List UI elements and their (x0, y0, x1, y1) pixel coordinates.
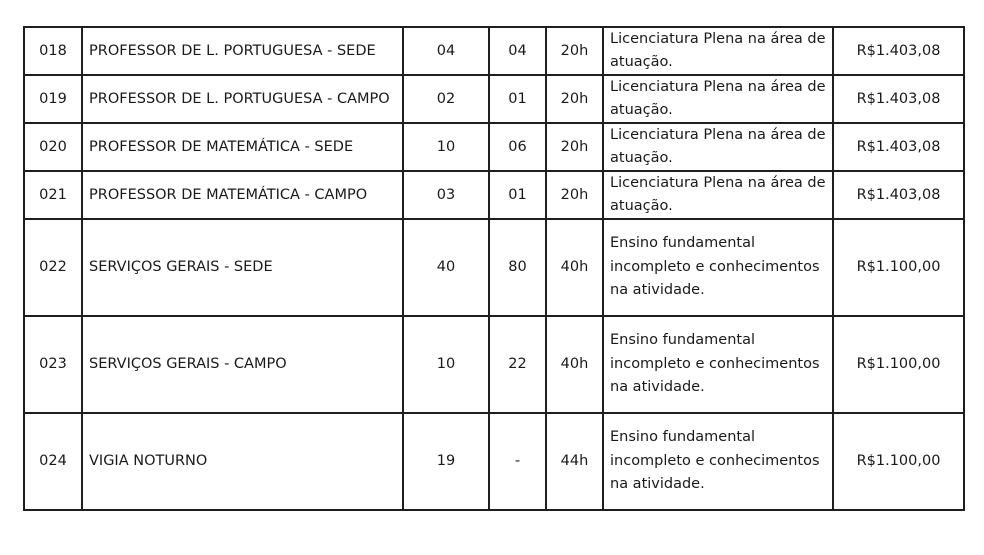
table-row (24, 27, 964, 75)
salary: R$1.403,08 (833, 75, 964, 123)
requirement: Licenciatura Plena na área de atuação. (603, 75, 833, 123)
position-title: PROFESSOR DE L. PORTUGUESA - CAMPO (82, 75, 403, 123)
vacancies-total: 40 (403, 219, 489, 316)
weekly-hours: 20h (546, 27, 603, 75)
vacancies-total: 02 (403, 75, 489, 123)
weekly-hours: 20h (546, 171, 603, 219)
position-title: PROFESSOR DE L. PORTUGUESA - SEDE (82, 27, 403, 75)
position-title: SERVIÇOS GERAIS - SEDE (82, 219, 403, 316)
position-code: 021 (24, 171, 82, 219)
weekly-hours: 44h (546, 413, 603, 510)
vacancies-secondary: 01 (489, 171, 546, 219)
table-row (24, 123, 964, 171)
weekly-hours: 40h (546, 316, 603, 413)
position-title: SERVIÇOS GERAIS - CAMPO (82, 316, 403, 413)
salary: R$1.403,08 (833, 171, 964, 219)
vacancies-total: 10 (403, 316, 489, 413)
salary: R$1.100,00 (833, 219, 964, 316)
requirement: Licenciatura Plena na área de atuação. (603, 27, 833, 75)
vacancies-total: 19 (403, 413, 489, 510)
position-code: 018 (24, 27, 82, 75)
vacancies-secondary: 80 (489, 219, 546, 316)
position-code: 019 (24, 75, 82, 123)
requirement: Licenciatura Plena na área de atuação. (603, 123, 833, 171)
salary: R$1.100,00 (833, 413, 964, 510)
weekly-hours: 20h (546, 75, 603, 123)
requirement: Licenciatura Plena na área de atuação. (603, 171, 833, 219)
position-code: 023 (24, 316, 82, 413)
vacancies-total: 10 (403, 123, 489, 171)
requirement: Ensino fundamental incompleto e conhecimentos na atividade. (603, 413, 833, 510)
position-title: VIGIA NOTURNO (82, 413, 403, 510)
weekly-hours: 40h (546, 219, 603, 316)
requirement: Ensino fundamental incompleto e conhecimentos na atividade. (603, 316, 833, 413)
vacancies-total: 03 (403, 171, 489, 219)
table-row (24, 413, 964, 510)
job-vacancy-table-container (23, 26, 963, 511)
vacancies-secondary: 04 (489, 27, 546, 75)
vacancies-secondary: - (489, 413, 546, 510)
weekly-hours: 20h (546, 123, 603, 171)
position-code: 022 (24, 219, 82, 316)
vacancies-secondary: 06 (489, 123, 546, 171)
table-row (24, 171, 964, 219)
vacancies-secondary: 01 (489, 75, 546, 123)
position-title: PROFESSOR DE MATEMÁTICA - CAMPO (82, 171, 403, 219)
table-row (24, 316, 964, 413)
table-row (24, 219, 964, 316)
requirement: Ensino fundamental incompleto e conhecimentos na atividade. (603, 219, 833, 316)
table-row (24, 75, 964, 123)
position-code: 020 (24, 123, 82, 171)
position-code: 024 (24, 413, 82, 510)
vacancies-total: 04 (403, 27, 489, 75)
salary: R$1.403,08 (833, 27, 964, 75)
vacancies-secondary: 22 (489, 316, 546, 413)
salary: R$1.100,00 (833, 316, 964, 413)
job-vacancy-table (23, 26, 965, 511)
salary: R$1.403,08 (833, 123, 964, 171)
position-title: PROFESSOR DE MATEMÁTICA - SEDE (82, 123, 403, 171)
